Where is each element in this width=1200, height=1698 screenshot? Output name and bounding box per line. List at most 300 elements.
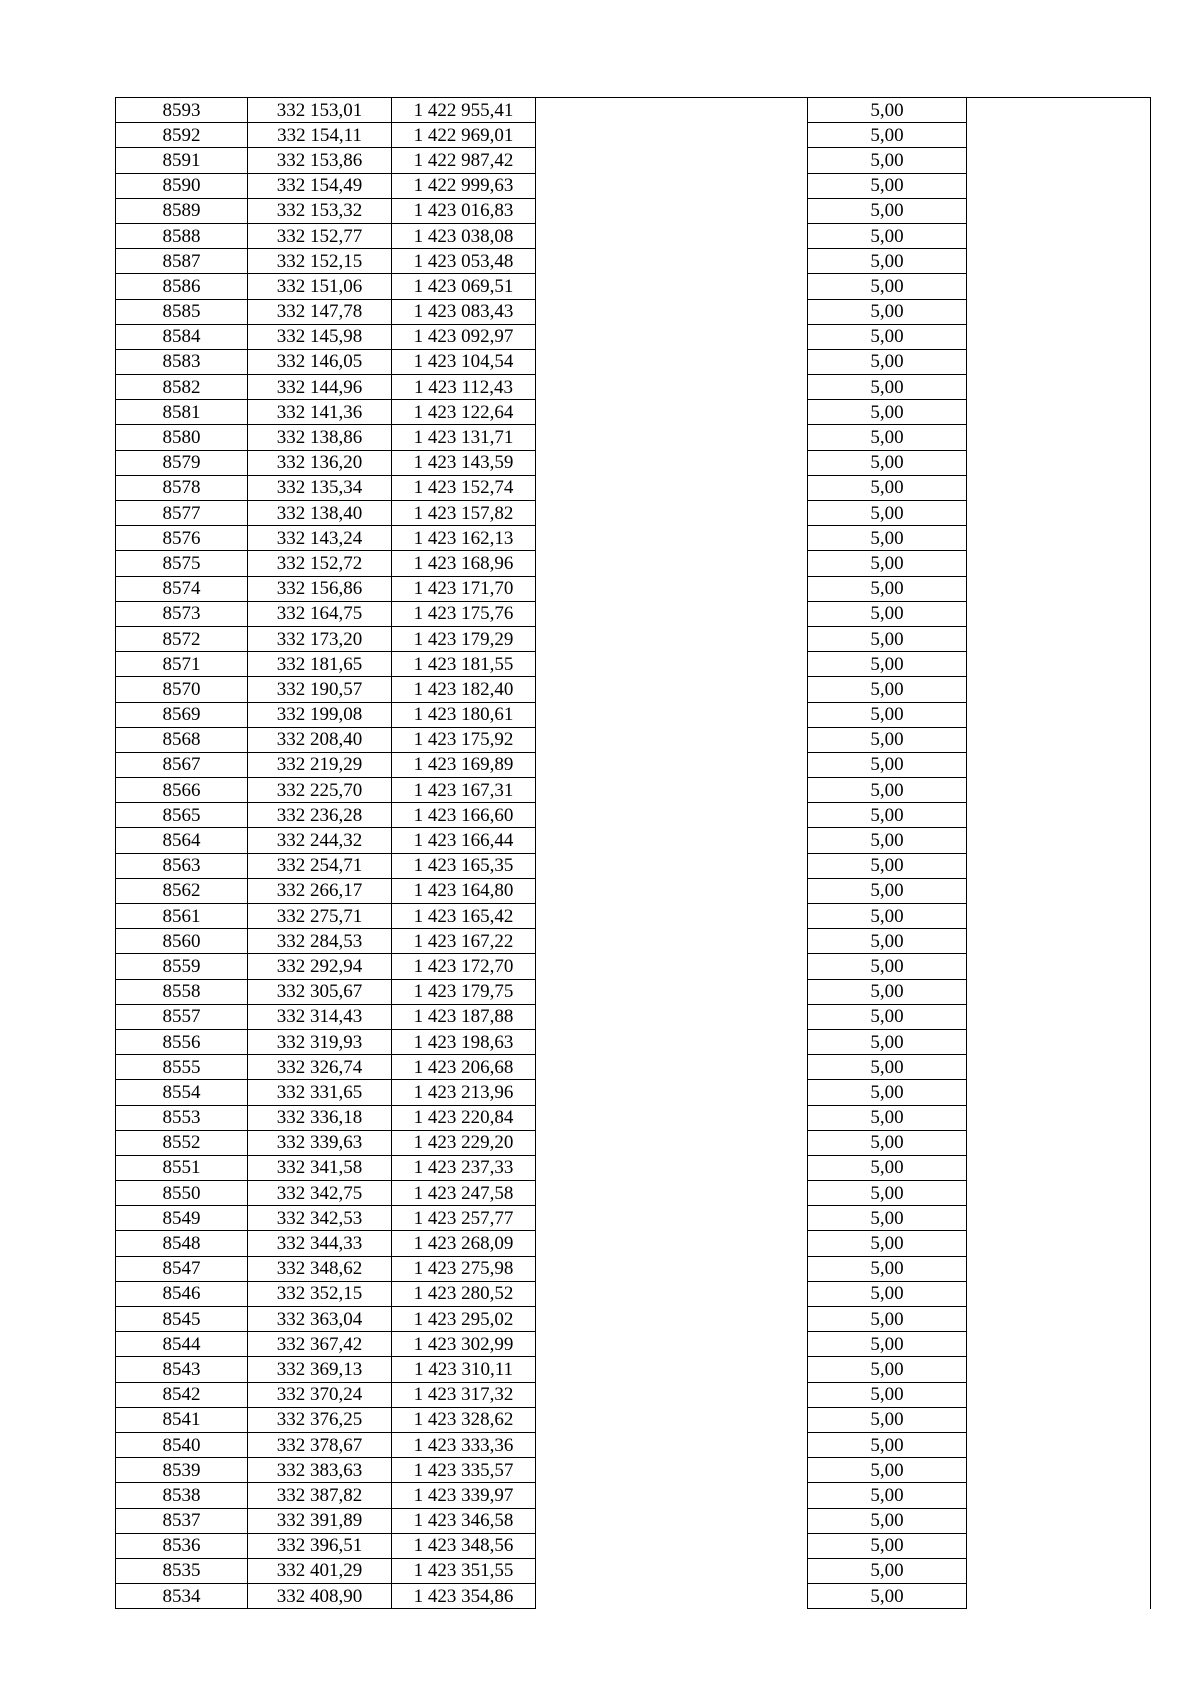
- accuracy-cell: 5,00: [808, 1105, 967, 1130]
- table-row: [116, 98, 1151, 123]
- table-row: [116, 400, 1151, 425]
- empty-cell: [967, 1508, 1151, 1533]
- accuracy-cell: 5,00: [808, 249, 967, 274]
- accuracy-cell: 5,00: [808, 98, 967, 123]
- x-coordinate-cell: 332 154,49: [248, 173, 392, 198]
- empty-cell: [967, 1458, 1151, 1483]
- accuracy-cell: 5,00: [808, 1004, 967, 1029]
- empty-cell: [967, 551, 1151, 576]
- accuracy-cell: 5,00: [808, 626, 967, 651]
- y-coordinate-cell: 1 423 143,59: [392, 450, 536, 475]
- accuracy-cell: 5,00: [808, 375, 967, 400]
- y-coordinate-cell: 1 423 053,48: [392, 249, 536, 274]
- empty-cell: [536, 148, 808, 173]
- accuracy-cell: 5,00: [808, 526, 967, 551]
- point-number-cell: 8534: [116, 1584, 248, 1609]
- empty-cell: [536, 954, 808, 979]
- y-coordinate-cell: 1 423 165,42: [392, 904, 536, 929]
- point-number-cell: 8573: [116, 601, 248, 626]
- table-row: [116, 1432, 1151, 1457]
- table-row: [116, 929, 1151, 954]
- y-coordinate-cell: 1 423 182,40: [392, 677, 536, 702]
- point-number-cell: 8568: [116, 727, 248, 752]
- accuracy-cell: 5,00: [808, 1231, 967, 1256]
- table-row: [116, 198, 1151, 223]
- y-coordinate-cell: 1 423 016,83: [392, 198, 536, 223]
- empty-cell: [967, 1055, 1151, 1080]
- accuracy-cell: 5,00: [808, 1382, 967, 1407]
- table-row: [116, 324, 1151, 349]
- empty-cell: [967, 1029, 1151, 1054]
- table-row: [116, 803, 1151, 828]
- point-number-cell: 8575: [116, 551, 248, 576]
- accuracy-cell: 5,00: [808, 1357, 967, 1382]
- x-coordinate-cell: 332 292,94: [248, 954, 392, 979]
- empty-cell: [536, 677, 808, 702]
- empty-cell: [967, 148, 1151, 173]
- accuracy-cell: 5,00: [808, 299, 967, 324]
- accuracy-cell: 5,00: [808, 878, 967, 903]
- point-number-cell: 8569: [116, 702, 248, 727]
- empty-cell: [536, 1055, 808, 1080]
- empty-cell: [536, 1357, 808, 1382]
- table-row: [116, 375, 1151, 400]
- table-row: [116, 1307, 1151, 1332]
- x-coordinate-cell: 332 319,93: [248, 1029, 392, 1054]
- point-number-cell: 8576: [116, 526, 248, 551]
- point-number-cell: 8543: [116, 1357, 248, 1382]
- x-coordinate-cell: 332 147,78: [248, 299, 392, 324]
- x-coordinate-cell: 332 369,13: [248, 1357, 392, 1382]
- accuracy-cell: 5,00: [808, 198, 967, 223]
- empty-cell: [967, 526, 1151, 551]
- x-coordinate-cell: 332 254,71: [248, 853, 392, 878]
- point-number-cell: 8563: [116, 853, 248, 878]
- empty-cell: [536, 375, 808, 400]
- x-coordinate-cell: 332 341,58: [248, 1155, 392, 1180]
- table-row: [116, 1256, 1151, 1281]
- empty-cell: [536, 400, 808, 425]
- x-coordinate-cell: 332 326,74: [248, 1055, 392, 1080]
- table-row: [116, 1080, 1151, 1105]
- point-number-cell: 8558: [116, 979, 248, 1004]
- y-coordinate-cell: 1 423 348,56: [392, 1533, 536, 1558]
- x-coordinate-cell: 332 152,77: [248, 223, 392, 248]
- table-row: [116, 1508, 1151, 1533]
- y-coordinate-cell: 1 423 280,52: [392, 1281, 536, 1306]
- x-coordinate-cell: 332 363,04: [248, 1307, 392, 1332]
- point-number-cell: 8591: [116, 148, 248, 173]
- empty-cell: [967, 349, 1151, 374]
- empty-cell: [536, 274, 808, 299]
- accuracy-cell: 5,00: [808, 1332, 967, 1357]
- point-number-cell: 8582: [116, 375, 248, 400]
- table-row: [116, 223, 1151, 248]
- empty-cell: [967, 450, 1151, 475]
- accuracy-cell: 5,00: [808, 1407, 967, 1432]
- empty-cell: [536, 1458, 808, 1483]
- point-number-cell: 8535: [116, 1558, 248, 1583]
- x-coordinate-cell: 332 378,67: [248, 1432, 392, 1457]
- x-coordinate-cell: 332 396,51: [248, 1533, 392, 1558]
- accuracy-cell: 5,00: [808, 173, 967, 198]
- empty-cell: [536, 123, 808, 148]
- accuracy-cell: 5,00: [808, 1281, 967, 1306]
- empty-cell: [536, 1307, 808, 1332]
- empty-cell: [536, 324, 808, 349]
- empty-cell: [967, 1483, 1151, 1508]
- accuracy-cell: 5,00: [808, 1508, 967, 1533]
- x-coordinate-cell: 332 141,36: [248, 400, 392, 425]
- table-row: [116, 349, 1151, 374]
- table-row: [116, 1004, 1151, 1029]
- empty-cell: [536, 929, 808, 954]
- empty-cell: [967, 1382, 1151, 1407]
- table-row: [116, 1483, 1151, 1508]
- y-coordinate-cell: 1 423 172,70: [392, 954, 536, 979]
- empty-cell: [967, 173, 1151, 198]
- y-coordinate-cell: 1 423 083,43: [392, 299, 536, 324]
- accuracy-cell: 5,00: [808, 274, 967, 299]
- empty-cell: [536, 98, 808, 123]
- x-coordinate-cell: 332 151,06: [248, 274, 392, 299]
- point-number-cell: 8541: [116, 1407, 248, 1432]
- accuracy-cell: 5,00: [808, 601, 967, 626]
- table-row: [116, 1382, 1151, 1407]
- table-row: [116, 702, 1151, 727]
- empty-cell: [967, 1004, 1151, 1029]
- accuracy-cell: 5,00: [808, 1256, 967, 1281]
- x-coordinate-cell: 332 387,82: [248, 1483, 392, 1508]
- table-row: [116, 299, 1151, 324]
- empty-cell: [967, 853, 1151, 878]
- empty-cell: [536, 173, 808, 198]
- accuracy-cell: 5,00: [808, 954, 967, 979]
- empty-cell: [536, 1181, 808, 1206]
- table-row: [116, 501, 1151, 526]
- table-row: [116, 752, 1151, 777]
- table-row: [116, 677, 1151, 702]
- empty-cell: [967, 1181, 1151, 1206]
- point-number-cell: 8588: [116, 223, 248, 248]
- coordinates-table-body: [116, 98, 1151, 1609]
- point-number-cell: 8561: [116, 904, 248, 929]
- table-row: [116, 1181, 1151, 1206]
- y-coordinate-cell: 1 423 165,35: [392, 853, 536, 878]
- empty-cell: [536, 1281, 808, 1306]
- table-row: [116, 904, 1151, 929]
- empty-cell: [967, 1357, 1151, 1382]
- empty-cell: [536, 1080, 808, 1105]
- point-number-cell: 8552: [116, 1130, 248, 1155]
- accuracy-cell: 5,00: [808, 702, 967, 727]
- empty-cell: [536, 626, 808, 651]
- x-coordinate-cell: 332 153,86: [248, 148, 392, 173]
- empty-cell: [536, 1533, 808, 1558]
- accuracy-cell: 5,00: [808, 450, 967, 475]
- accuracy-cell: 5,00: [808, 1181, 967, 1206]
- empty-cell: [967, 1206, 1151, 1231]
- accuracy-cell: 5,00: [808, 1080, 967, 1105]
- x-coordinate-cell: 332 135,34: [248, 475, 392, 500]
- x-coordinate-cell: 332 275,71: [248, 904, 392, 929]
- empty-cell: [967, 324, 1151, 349]
- empty-cell: [536, 475, 808, 500]
- empty-cell: [967, 929, 1151, 954]
- table-row: [116, 652, 1151, 677]
- point-number-cell: 8556: [116, 1029, 248, 1054]
- x-coordinate-cell: 332 146,05: [248, 349, 392, 374]
- point-number-cell: 8593: [116, 98, 248, 123]
- point-number-cell: 8590: [116, 173, 248, 198]
- accuracy-cell: 5,00: [808, 324, 967, 349]
- x-coordinate-cell: 332 367,42: [248, 1332, 392, 1357]
- point-number-cell: 8538: [116, 1483, 248, 1508]
- y-coordinate-cell: 1 423 179,29: [392, 626, 536, 651]
- empty-cell: [967, 375, 1151, 400]
- x-coordinate-cell: 332 154,11: [248, 123, 392, 148]
- table-row: [116, 778, 1151, 803]
- point-number-cell: 8549: [116, 1206, 248, 1231]
- y-coordinate-cell: 1 423 257,77: [392, 1206, 536, 1231]
- table-row: [116, 450, 1151, 475]
- empty-cell: [967, 727, 1151, 752]
- x-coordinate-cell: 332 342,75: [248, 1181, 392, 1206]
- point-number-cell: 8562: [116, 878, 248, 903]
- y-coordinate-cell: 1 423 237,33: [392, 1155, 536, 1180]
- accuracy-cell: 5,00: [808, 904, 967, 929]
- y-coordinate-cell: 1 423 220,84: [392, 1105, 536, 1130]
- point-number-cell: 8550: [116, 1181, 248, 1206]
- empty-cell: [536, 349, 808, 374]
- accuracy-cell: 5,00: [808, 1055, 967, 1080]
- empty-cell: [967, 954, 1151, 979]
- x-coordinate-cell: 332 383,63: [248, 1458, 392, 1483]
- y-coordinate-cell: 1 423 229,20: [392, 1130, 536, 1155]
- empty-cell: [967, 400, 1151, 425]
- y-coordinate-cell: 1 423 157,82: [392, 501, 536, 526]
- y-coordinate-cell: 1 423 198,63: [392, 1029, 536, 1054]
- accuracy-cell: 5,00: [808, 475, 967, 500]
- x-coordinate-cell: 332 370,24: [248, 1382, 392, 1407]
- empty-cell: [536, 1382, 808, 1407]
- x-coordinate-cell: 332 136,20: [248, 450, 392, 475]
- empty-cell: [967, 249, 1151, 274]
- empty-cell: [536, 1483, 808, 1508]
- y-coordinate-cell: 1 423 206,68: [392, 1055, 536, 1080]
- x-coordinate-cell: 332 153,32: [248, 198, 392, 223]
- accuracy-cell: 5,00: [808, 803, 967, 828]
- y-coordinate-cell: 1 423 167,22: [392, 929, 536, 954]
- empty-cell: [967, 1432, 1151, 1457]
- accuracy-cell: 5,00: [808, 929, 967, 954]
- accuracy-cell: 5,00: [808, 652, 967, 677]
- y-coordinate-cell: 1 423 275,98: [392, 1256, 536, 1281]
- point-number-cell: 8540: [116, 1432, 248, 1457]
- accuracy-cell: 5,00: [808, 1483, 967, 1508]
- y-coordinate-cell: 1 423 187,88: [392, 1004, 536, 1029]
- accuracy-cell: 5,00: [808, 778, 967, 803]
- empty-cell: [967, 601, 1151, 626]
- table-row: [116, 828, 1151, 853]
- accuracy-cell: 5,00: [808, 400, 967, 425]
- table-row: [116, 1458, 1151, 1483]
- point-number-cell: 8536: [116, 1533, 248, 1558]
- empty-cell: [967, 904, 1151, 929]
- point-number-cell: 8557: [116, 1004, 248, 1029]
- empty-cell: [967, 1256, 1151, 1281]
- y-coordinate-cell: 1 423 302,99: [392, 1332, 536, 1357]
- empty-cell: [967, 223, 1151, 248]
- empty-cell: [967, 274, 1151, 299]
- accuracy-cell: 5,00: [808, 1130, 967, 1155]
- x-coordinate-cell: 332 348,62: [248, 1256, 392, 1281]
- table-row: [116, 1407, 1151, 1432]
- table-row: [116, 1357, 1151, 1382]
- x-coordinate-cell: 332 314,43: [248, 1004, 392, 1029]
- accuracy-cell: 5,00: [808, 148, 967, 173]
- empty-cell: [967, 1231, 1151, 1256]
- empty-cell: [967, 1155, 1151, 1180]
- empty-cell: [967, 778, 1151, 803]
- empty-cell: [536, 878, 808, 903]
- empty-cell: [967, 1332, 1151, 1357]
- x-coordinate-cell: 332 138,86: [248, 425, 392, 450]
- accuracy-cell: 5,00: [808, 752, 967, 777]
- y-coordinate-cell: 1 423 213,96: [392, 1080, 536, 1105]
- table-row: [116, 1332, 1151, 1357]
- table-row: [116, 475, 1151, 500]
- point-number-cell: 8566: [116, 778, 248, 803]
- point-number-cell: 8555: [116, 1055, 248, 1080]
- empty-cell: [967, 1080, 1151, 1105]
- empty-cell: [967, 828, 1151, 853]
- empty-cell: [536, 904, 808, 929]
- point-number-cell: 8567: [116, 752, 248, 777]
- empty-cell: [967, 1105, 1151, 1130]
- point-number-cell: 8551: [116, 1155, 248, 1180]
- x-coordinate-cell: 332 331,65: [248, 1080, 392, 1105]
- point-number-cell: 8583: [116, 349, 248, 374]
- accuracy-cell: 5,00: [808, 1029, 967, 1054]
- accuracy-cell: 5,00: [808, 1432, 967, 1457]
- x-coordinate-cell: 332 190,57: [248, 677, 392, 702]
- point-number-cell: 8585: [116, 299, 248, 324]
- point-number-cell: 8545: [116, 1307, 248, 1332]
- accuracy-cell: 5,00: [808, 677, 967, 702]
- x-coordinate-cell: 332 401,29: [248, 1558, 392, 1583]
- point-number-cell: 8592: [116, 123, 248, 148]
- point-number-cell: 8587: [116, 249, 248, 274]
- point-number-cell: 8542: [116, 1382, 248, 1407]
- y-coordinate-cell: 1 423 335,57: [392, 1458, 536, 1483]
- accuracy-cell: 5,00: [808, 1155, 967, 1180]
- y-coordinate-cell: 1 423 346,58: [392, 1508, 536, 1533]
- point-number-cell: 8589: [116, 198, 248, 223]
- empty-cell: [536, 425, 808, 450]
- y-coordinate-cell: 1 423 175,92: [392, 727, 536, 752]
- table-row: [116, 1558, 1151, 1583]
- empty-cell: [536, 1130, 808, 1155]
- x-coordinate-cell: 332 344,33: [248, 1231, 392, 1256]
- x-coordinate-cell: 332 156,86: [248, 576, 392, 601]
- y-coordinate-cell: 1 423 122,64: [392, 400, 536, 425]
- table-row: [116, 1055, 1151, 1080]
- y-coordinate-cell: 1 423 162,13: [392, 526, 536, 551]
- x-coordinate-cell: 332 339,63: [248, 1130, 392, 1155]
- empty-cell: [967, 576, 1151, 601]
- point-number-cell: 8578: [116, 475, 248, 500]
- point-number-cell: 8580: [116, 425, 248, 450]
- table-row: [116, 1155, 1151, 1180]
- accuracy-cell: 5,00: [808, 727, 967, 752]
- point-number-cell: 8581: [116, 400, 248, 425]
- point-number-cell: 8559: [116, 954, 248, 979]
- point-number-cell: 8574: [116, 576, 248, 601]
- y-coordinate-cell: 1 423 181,55: [392, 652, 536, 677]
- empty-cell: [536, 828, 808, 853]
- empty-cell: [967, 1584, 1151, 1609]
- point-number-cell: 8584: [116, 324, 248, 349]
- table-row: [116, 148, 1151, 173]
- table-row: [116, 1206, 1151, 1231]
- coordinates-table: [115, 97, 1151, 1609]
- table-row: [116, 853, 1151, 878]
- empty-cell: [536, 1508, 808, 1533]
- x-coordinate-cell: 332 152,15: [248, 249, 392, 274]
- accuracy-cell: 5,00: [808, 979, 967, 1004]
- y-coordinate-cell: 1 423 351,55: [392, 1558, 536, 1583]
- y-coordinate-cell: 1 423 152,74: [392, 475, 536, 500]
- x-coordinate-cell: 332 199,08: [248, 702, 392, 727]
- empty-cell: [536, 601, 808, 626]
- empty-cell: [536, 778, 808, 803]
- empty-cell: [536, 702, 808, 727]
- empty-cell: [967, 752, 1151, 777]
- y-coordinate-cell: 1 423 247,58: [392, 1181, 536, 1206]
- empty-cell: [536, 576, 808, 601]
- empty-cell: [967, 501, 1151, 526]
- x-coordinate-cell: 332 219,29: [248, 752, 392, 777]
- empty-cell: [536, 1256, 808, 1281]
- point-number-cell: 8537: [116, 1508, 248, 1533]
- x-coordinate-cell: 332 376,25: [248, 1407, 392, 1432]
- x-coordinate-cell: 332 225,70: [248, 778, 392, 803]
- empty-cell: [967, 1281, 1151, 1306]
- empty-cell: [536, 1584, 808, 1609]
- empty-cell: [967, 652, 1151, 677]
- accuracy-cell: 5,00: [808, 551, 967, 576]
- empty-cell: [536, 249, 808, 274]
- x-coordinate-cell: 332 145,98: [248, 324, 392, 349]
- y-coordinate-cell: 1 423 112,43: [392, 375, 536, 400]
- accuracy-cell: 5,00: [808, 425, 967, 450]
- table-row: [116, 1029, 1151, 1054]
- empty-cell: [967, 475, 1151, 500]
- empty-cell: [536, 853, 808, 878]
- table-row: [116, 601, 1151, 626]
- point-number-cell: 8579: [116, 450, 248, 475]
- x-coordinate-cell: 332 336,18: [248, 1105, 392, 1130]
- accuracy-cell: 5,00: [808, 1458, 967, 1483]
- empty-cell: [536, 198, 808, 223]
- x-coordinate-cell: 332 152,72: [248, 551, 392, 576]
- accuracy-cell: 5,00: [808, 576, 967, 601]
- empty-cell: [967, 702, 1151, 727]
- empty-cell: [967, 626, 1151, 651]
- empty-cell: [536, 223, 808, 248]
- point-number-cell: 8548: [116, 1231, 248, 1256]
